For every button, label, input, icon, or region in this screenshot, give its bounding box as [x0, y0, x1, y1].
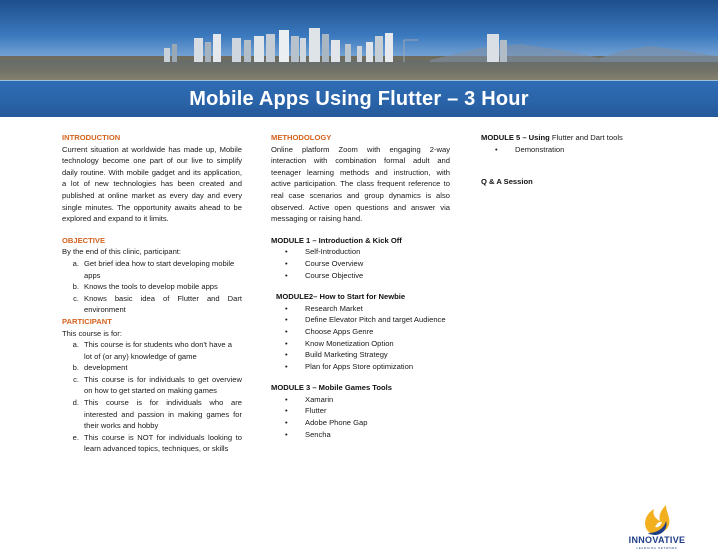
- bullet-icon: •: [285, 361, 288, 371]
- city-skyline-image: [0, 0, 718, 80]
- list-item: [62, 293, 242, 316]
- list-item-text: Flutter: [305, 406, 327, 416]
- list-item: [62, 339, 242, 362]
- list-item-text: Knows basic idea of Flutter and Dart environment: [84, 293, 242, 315]
- list-item-text: Xamarin: [305, 394, 334, 404]
- module5-heading-bold: MODULE 5 – Using: [481, 133, 552, 142]
- list-item: [271, 361, 450, 373]
- page-title: Mobile Apps Using Flutter – 3 Hour: [189, 88, 529, 110]
- list-item-text: Knows the tools to develop mobile apps: [84, 282, 218, 292]
- list-item: [271, 303, 450, 315]
- list-item: [271, 314, 450, 326]
- methodology-heading: METHODOLOGY: [271, 133, 332, 142]
- list-item-text: This course is for students who don't have a lot of (or any) knowledge of game: [84, 340, 232, 361]
- objective-list: [62, 258, 242, 316]
- bullet-icon: •: [285, 303, 288, 313]
- list-marker: d.: [72, 398, 79, 408]
- list-item: [481, 144, 661, 156]
- methodology-text: Online platform Zoom with engaging 2-way interaction with combination formal adult and teenager learning methods and instruction, with active participation. The class frequent reference to real case scenarios and group dynamics is also observed. Active open questions and answer via messaging or raising hand.: [271, 144, 450, 224]
- list-item: [62, 432, 242, 455]
- flame-swirl-logo-icon: [626, 503, 688, 535]
- participant-heading: PARTICIPANT: [62, 316, 112, 326]
- participant-intro: This course is for:: [62, 328, 122, 338]
- logo-tagline: LEARNING NETWORK: [636, 546, 678, 550]
- list-item: [62, 374, 242, 397]
- bullet-icon: •: [285, 406, 288, 416]
- bullet-icon: •: [285, 338, 288, 348]
- list-item: [271, 326, 450, 338]
- list-marker: e.: [72, 432, 79, 442]
- bullet-icon: •: [285, 394, 288, 404]
- list-item-text: This course is for individuals who are interested and passion in making games for their works and hobby: [84, 398, 242, 431]
- list-item: [271, 405, 450, 417]
- list-marker: b.: [72, 282, 79, 292]
- list-marker: c.: [73, 293, 79, 303]
- bullet-icon: •: [285, 350, 288, 360]
- module1-heading: MODULE 1 – Introduction & Kick Off: [271, 235, 402, 245]
- title-bar: [0, 80, 718, 117]
- list-item-text: Course Overview: [305, 258, 364, 268]
- module1-list: [271, 246, 450, 281]
- header-banner: [0, 0, 718, 118]
- module5-heading-rest: Flutter and Dart tools: [551, 133, 623, 142]
- list-item-text: Get brief idea how to start developing mobile apps: [84, 258, 235, 280]
- bullet-icon: •: [285, 270, 288, 280]
- qa-heading: Q & A Session: [481, 177, 533, 187]
- list-item-text: Self-Introduction: [305, 247, 361, 257]
- bullet-icon: •: [285, 326, 288, 336]
- list-item: [271, 349, 450, 361]
- introduction-text: Current situation at worldwide has made up, Mobile technology become one part of our live to simplify daily routine. With mobile gadget and its application, a lot of new technologies has been created and published at online market as every day and every single minutes. The opportunity awaits ahead to be explored and expand to it limits.: [62, 144, 242, 224]
- module5-heading: [481, 132, 661, 144]
- list-item: [62, 362, 242, 374]
- list-marker: b.: [72, 363, 79, 373]
- column-left: [62, 132, 242, 455]
- participant-list: [62, 339, 242, 455]
- list-item: [271, 417, 450, 429]
- list-item: [62, 258, 242, 281]
- list-item: [271, 429, 450, 441]
- module5-list: [481, 144, 661, 156]
- list-item: [271, 270, 450, 282]
- column-middle: [271, 132, 450, 440]
- bullet-icon: •: [285, 429, 288, 439]
- list-item-text: development: [84, 363, 128, 373]
- innovative-logo: [626, 503, 688, 551]
- bullet-icon: •: [285, 315, 288, 325]
- list-item: [271, 246, 450, 258]
- list-item-text: Define Elevator Pitch and target Audience: [305, 315, 446, 325]
- list-item-text: Know Monetization Option: [305, 338, 394, 348]
- bullet-icon: •: [285, 258, 288, 268]
- bullet-icon: •: [285, 418, 288, 428]
- list-item-text: Adobe Phone Gap: [305, 418, 368, 428]
- list-item: [271, 338, 450, 350]
- objective-heading: OBJECTIVE: [62, 235, 106, 245]
- list-item-text: Demonstration: [515, 144, 565, 154]
- list-item-text: This course is NOT for individuals looking to learn advanced topics, techniques, or skills: [84, 432, 242, 454]
- list-item-text: Choose Apps Genre: [305, 326, 374, 336]
- list-item-text: This course is for individuals to get overview on how to get started on making games: [84, 374, 242, 396]
- module2-heading: MODULE2– How to Start for Newbie: [276, 292, 406, 302]
- list-item: [62, 281, 242, 293]
- column-right: [481, 132, 661, 188]
- list-item-text: Research Market: [305, 303, 363, 313]
- list-item-text: Sencha: [305, 429, 331, 439]
- list-marker: a.: [72, 340, 79, 350]
- introduction-heading: INTRODUCTION: [62, 133, 121, 142]
- list-item: [271, 258, 450, 270]
- bullet-icon: •: [285, 247, 288, 257]
- module3-list: [271, 394, 450, 440]
- list-marker: a.: [72, 258, 79, 268]
- objective-intro: By the end of this clinic, participant:: [62, 247, 182, 257]
- list-item-text: Plan for Apps Store optimization: [305, 361, 414, 371]
- module3-heading: MODULE 3 – Mobile Games Tools: [271, 383, 392, 393]
- module2-list: [271, 303, 450, 373]
- list-item: [62, 397, 242, 432]
- list-item-text: Build Marketing Strategy: [305, 350, 388, 360]
- list-item-text: Course Objective: [305, 270, 364, 280]
- list-marker: c.: [73, 374, 79, 384]
- list-item: [271, 394, 450, 406]
- logo-name: INNOVATIVE: [628, 535, 686, 545]
- bullet-icon: •: [495, 144, 498, 154]
